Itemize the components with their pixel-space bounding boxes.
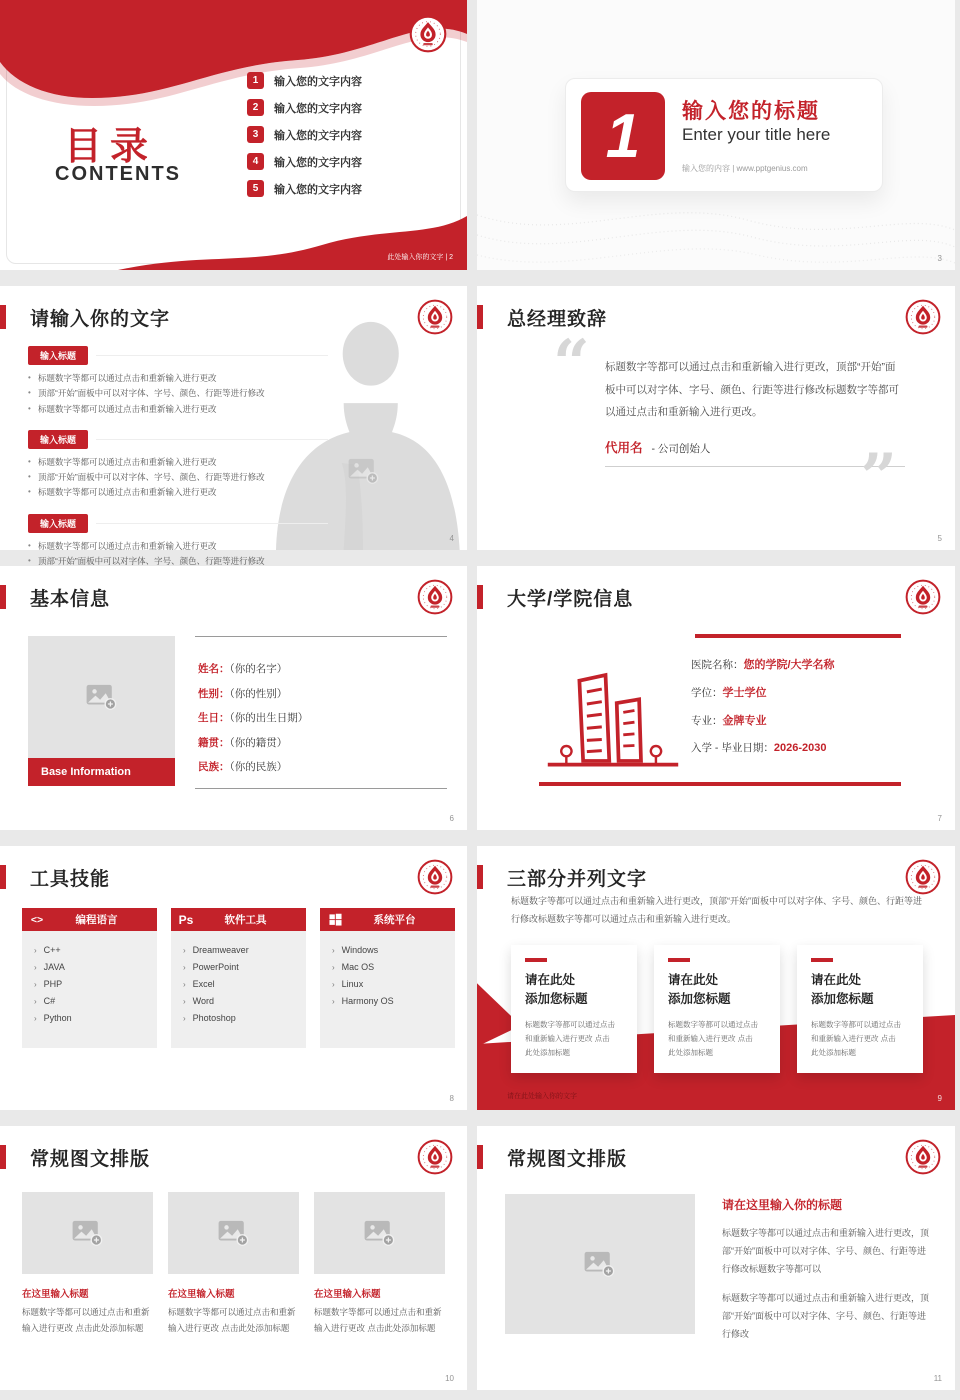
bullet-item: • 标题数字等都可以通过点击和重新输入进行更改: [28, 539, 328, 554]
title-accent-bar: [477, 305, 483, 329]
slide-college-info[interactable]: [477, 566, 955, 830]
school-emblem-icon: [417, 579, 453, 615]
gallery-item-title: 在这里输入标题: [314, 1289, 381, 1300]
block-title-badge: 输入标题: [28, 430, 88, 449]
card-body: 标题数字等都可以通过点击和重新输入进行更改 点击此处添加标题: [811, 1020, 901, 1057]
slide-skills[interactable]: [0, 846, 467, 1110]
field-label: 入学 - 毕业日期：: [691, 742, 774, 754]
info-field: [198, 661, 308, 676]
card-row: [511, 945, 923, 1073]
page-number: 8: [449, 1094, 454, 1103]
toc-item-label: 输入您的文字内容: [274, 129, 362, 142]
slide-header: [477, 299, 941, 335]
divider-line: [96, 523, 328, 524]
info-field-list: [691, 656, 835, 767]
slide-footer-text: 请在此处输入你的文字: [507, 1093, 577, 1100]
content-card[interactable]: [797, 945, 923, 1073]
slide-text-intro[interactable]: [0, 286, 467, 567]
skill-item: › C++: [34, 945, 61, 955]
toc-item-label: 输入您的文字内容: [274, 156, 362, 169]
quote-text: 标题数字等都可以通过点击和重新输入进行更改，顶部“开始”面板中可以对字体、字号、颜色、行距等进行修改标题数字等都可以通过点击和重新输入进行更改。: [605, 361, 899, 419]
image-placeholder-icon: [85, 683, 119, 711]
bullet-item: • 标题数字等都可以通过点击和重新输入进行更改: [28, 402, 328, 417]
red-accent-bar: [539, 782, 901, 786]
close-quote-icon: ”: [860, 440, 897, 515]
toc-title-cn: 目录: [64, 126, 157, 168]
slide-header: [477, 579, 941, 615]
gallery-item: [22, 1192, 153, 1336]
title-accent-bar: [0, 1145, 6, 1169]
red-accent-bar: [695, 634, 901, 638]
slide-ceo-quote[interactable]: [477, 286, 955, 550]
section-title-en: Enter your title here: [682, 125, 831, 144]
slide-header: [0, 859, 453, 895]
field-label: 性别：: [198, 687, 230, 700]
text-block: [28, 346, 328, 417]
open-quote-icon: “: [553, 326, 590, 401]
image-placeholder-icon: [217, 1219, 251, 1247]
photo-caption-banner: Base Information: [28, 758, 175, 786]
divider-line: [195, 788, 447, 789]
image-placeholder[interactable]: [168, 1192, 299, 1274]
school-emblem-icon: [409, 15, 447, 53]
skill-item: › Excel: [183, 979, 215, 990]
field-value: （你的民族）: [229, 761, 288, 773]
toc-list: [247, 72, 362, 207]
paragraph: 标题数字等都可以通过点击和重新输入进行更改，顶部“开始”面板中可以对字体、字号、颜色、行距等进行修改标题数字等都可以: [722, 1228, 930, 1274]
skills-column-header: [22, 908, 157, 931]
field-label: 籍贯：: [198, 736, 230, 749]
bullet-item: • 顶部“开始”面板中可以对字体、字号、颜色、行距等进行修改: [28, 554, 328, 569]
block-title-badge: 输入标题: [28, 514, 88, 533]
text-column: [722, 1196, 932, 1343]
field-label: 姓名：: [198, 663, 230, 675]
red-dash-accent: [525, 958, 547, 962]
slide-header: [477, 1139, 941, 1175]
slide-title: 三部分并列文字: [507, 868, 648, 890]
photoshop-icon: Ps: [178, 912, 194, 927]
school-emblem-icon: [417, 299, 453, 335]
field-value: （你的性别）: [229, 687, 288, 700]
page-number: 3: [937, 254, 942, 263]
field-value: 您的学院/大学名称: [743, 659, 835, 671]
slide-title: 常规图文排版: [507, 1148, 628, 1170]
text-blocks: [28, 346, 328, 598]
field-value: 2026-2030: [773, 742, 827, 754]
page-number: 4: [449, 534, 454, 543]
toc-item-label: 输入您的文字内容: [274, 183, 362, 196]
field-value: 金牌专业: [722, 715, 767, 727]
info-field: [691, 712, 835, 728]
field-label: 民族：: [198, 761, 230, 773]
page-number: 5: [937, 534, 942, 543]
toc-item[interactable]: [247, 180, 362, 197]
field-value: 学士学位: [722, 687, 767, 699]
paragraph: 标题数字等都可以通过点击和重新输入进行更改，顶部“开始”面板中可以对字体、字号、颜色、行距等进行修改: [722, 1293, 930, 1339]
intro-paragraph: 标题数字等都可以通过点击和重新输入进行更改，顶部“开始”面板中可以对字体、字号、颜色、行距等进行修改标题数字等都可以通过点击和重新输入进行更改。: [511, 896, 922, 924]
slide-base-info[interactable]: [0, 566, 467, 830]
skill-item: › Word: [183, 996, 215, 1007]
field-label: 医院名称：: [691, 659, 744, 671]
skill-item: › PHP: [34, 979, 63, 990]
bullet-item: • 顶部“开始”面板中可以对字体、字号、颜色、行距等进行修改: [28, 470, 328, 485]
title-accent-bar: [0, 865, 6, 889]
toc-item-number: 4: [247, 153, 264, 170]
gallery-item-body: 标题数字等都可以通过点击和重新输入进行更改 点击此处添加标题: [168, 1307, 296, 1333]
red-dash-accent: [811, 958, 833, 962]
info-field: [691, 656, 835, 672]
skills-column-header: [171, 908, 306, 931]
content-card[interactable]: [511, 945, 637, 1073]
school-emblem-icon: [905, 1139, 941, 1175]
slide-toc[interactable]: [0, 0, 467, 270]
page-number: 9: [937, 1094, 942, 1103]
title-accent-bar: [477, 865, 483, 889]
toc-item[interactable]: [247, 99, 362, 116]
school-emblem-icon: [905, 579, 941, 615]
content-card[interactable]: [654, 945, 780, 1073]
school-emblem-icon: [417, 1139, 453, 1175]
skills-header-label: 系统平台: [373, 914, 416, 926]
field-label: 学位：: [691, 687, 723, 699]
field-value: （你的籍贯）: [229, 736, 288, 749]
card-body: 标题数字等都可以通过点击和重新输入进行更改 点击此处添加标题: [525, 1020, 615, 1057]
image-placeholder-icon: [363, 1219, 397, 1247]
toc-item-label: 输入您的文字内容: [274, 102, 362, 115]
image-placeholder[interactable]: [505, 1194, 695, 1334]
section-title-card: [565, 78, 883, 192]
school-emblem-icon: [417, 859, 453, 895]
toc-item-number: 2: [247, 99, 264, 116]
text-block: [28, 430, 328, 501]
section-subtitle: 输入您的内容 | www.pptgenius.com: [682, 164, 808, 173]
skill-item: › Linux: [332, 979, 364, 990]
page-number: 10: [445, 1374, 454, 1383]
page-number: 11: [933, 1374, 942, 1383]
gallery-row: [22, 1192, 445, 1336]
slide-title: 请输入你的文字: [30, 308, 171, 330]
gallery-item-title: 在这里输入标题: [22, 1289, 89, 1300]
gallery-item-title: 在这里输入标题: [168, 1289, 235, 1300]
slide-title: 工具技能: [30, 868, 111, 890]
skills-column-header: [320, 908, 455, 931]
code-icon: <>: [30, 913, 44, 926]
skill-item: › PowerPoint: [183, 962, 239, 973]
slide-title: 基本信息: [30, 588, 111, 610]
slide-header: [0, 299, 453, 335]
page-number: 6: [449, 814, 454, 823]
slide-title: 常规图文排版: [30, 1148, 151, 1170]
gallery-item-body: 标题数字等都可以通过点击和重新输入进行更改 点击此处添加标题: [22, 1307, 150, 1333]
info-field: [198, 759, 308, 774]
skills-header-label: 软件工具: [224, 914, 267, 926]
slide-three-columns[interactable]: [477, 846, 955, 1110]
field-value: （你的出生日期）: [229, 712, 309, 724]
skill-item: › Photoshop: [183, 1013, 236, 1024]
toc-item[interactable]: [247, 153, 362, 170]
red-dash-accent: [668, 958, 690, 962]
image-placeholder-icon: [71, 1219, 105, 1247]
bullet-item: • 标题数字等都可以通过点击和重新输入进行更改: [28, 485, 328, 500]
card-body: 标题数字等都可以通过点击和重新输入进行更改 点击此处添加标题: [668, 1020, 758, 1057]
info-field: [198, 735, 308, 750]
skills-column-languages: [22, 908, 157, 1048]
image-placeholder[interactable]: [22, 1192, 153, 1274]
text-heading: 请在这里输入你的标题: [722, 1198, 843, 1212]
divider-line: [195, 636, 447, 637]
skill-item: › Python: [34, 1013, 72, 1024]
page-number: 7: [937, 814, 942, 823]
title-accent-bar: [477, 585, 483, 609]
section-title-cn: 输入您的标题: [682, 100, 820, 123]
windows-icon: [320, 913, 350, 926]
photo-placeholder[interactable]: [28, 636, 175, 758]
divider-line: [96, 439, 328, 440]
skills-header-label: 编程语言: [75, 914, 118, 926]
title-accent-bar: [0, 585, 6, 609]
image-placeholder-icon: [583, 1250, 617, 1278]
toc-footer-text: 此处输入你的文字 | 2: [387, 254, 453, 261]
info-field-list: [198, 661, 308, 784]
skills-columns: [22, 908, 455, 1048]
card-title: 请在此处 添加您标题: [811, 972, 874, 1006]
section-number-badge: 1: [581, 92, 665, 180]
image-placeholder-icon: [347, 457, 381, 485]
skill-item: › Harmony OS: [332, 996, 394, 1007]
slide-section-divider[interactable]: [477, 0, 955, 270]
slide-header: [0, 1139, 453, 1175]
toc-item-number: 3: [247, 126, 264, 143]
slide-gallery-three[interactable]: [0, 1126, 467, 1390]
divider-line: [96, 355, 328, 356]
toc-item-label: 输入您的文字内容: [274, 75, 362, 88]
card-title: 请在此处 添加您标题: [525, 972, 588, 1006]
title-accent-bar: [477, 1145, 483, 1169]
skill-item: › C#: [34, 996, 56, 1007]
field-label: 专业：: [691, 715, 723, 727]
skill-item: › Dreamweaver: [183, 945, 249, 955]
title-accent-bar: [0, 305, 6, 329]
slide-image-text[interactable]: [477, 1126, 955, 1390]
bullet-item: • 标题数字等都可以通过点击和重新输入进行更改: [28, 371, 328, 386]
info-field: [691, 684, 835, 700]
field-value: （你的名字）: [229, 663, 288, 675]
bullet-item: • 顶部“开始”面板中可以对字体、字号、颜色、行距等进行修改: [28, 386, 328, 401]
college-info-card: [539, 634, 901, 786]
slide-header: [0, 579, 453, 615]
slide-title: 大学/学院信息: [507, 588, 634, 610]
skill-item: › Mac OS: [332, 962, 375, 973]
block-title-badge: 输入标题: [28, 346, 88, 365]
slide-header: [477, 859, 941, 895]
skills-column-platforms: [320, 908, 455, 1048]
gallery-item: [168, 1192, 299, 1336]
info-field: [691, 740, 835, 755]
skill-item: › JAVA: [34, 962, 65, 973]
toc-item-number: 5: [247, 180, 264, 197]
slide-title: 总经理致辞: [507, 308, 608, 330]
bullet-item: • 标题数字等都可以通过点击和重新输入进行更改: [28, 455, 328, 470]
toc-title-en: CONTENTS: [55, 163, 181, 185]
skills-column-software: [171, 908, 306, 1048]
toc-item-number: 1: [247, 72, 264, 89]
gallery-item: [314, 1192, 445, 1336]
school-emblem-icon: [905, 859, 941, 895]
info-field: [198, 710, 308, 725]
quote-author-name: 代用名: [605, 440, 643, 455]
school-emblem-icon: [905, 299, 941, 335]
quote-author-role: - 公司创始人: [651, 442, 711, 455]
info-field: [198, 686, 308, 701]
gallery-item-body: 标题数字等都可以通过点击和重新输入进行更改 点击此处添加标题: [314, 1307, 442, 1333]
field-label: 生日：: [198, 712, 230, 724]
card-title: 请在此处 添加您标题: [668, 972, 731, 1006]
skill-item: › Windows: [332, 945, 379, 955]
building-illustration: [547, 662, 679, 774]
toc-item[interactable]: [247, 72, 362, 89]
red-wave-top-decoration: [0, 0, 467, 110]
toc-item[interactable]: [247, 126, 362, 143]
image-placeholder[interactable]: [314, 1192, 445, 1274]
